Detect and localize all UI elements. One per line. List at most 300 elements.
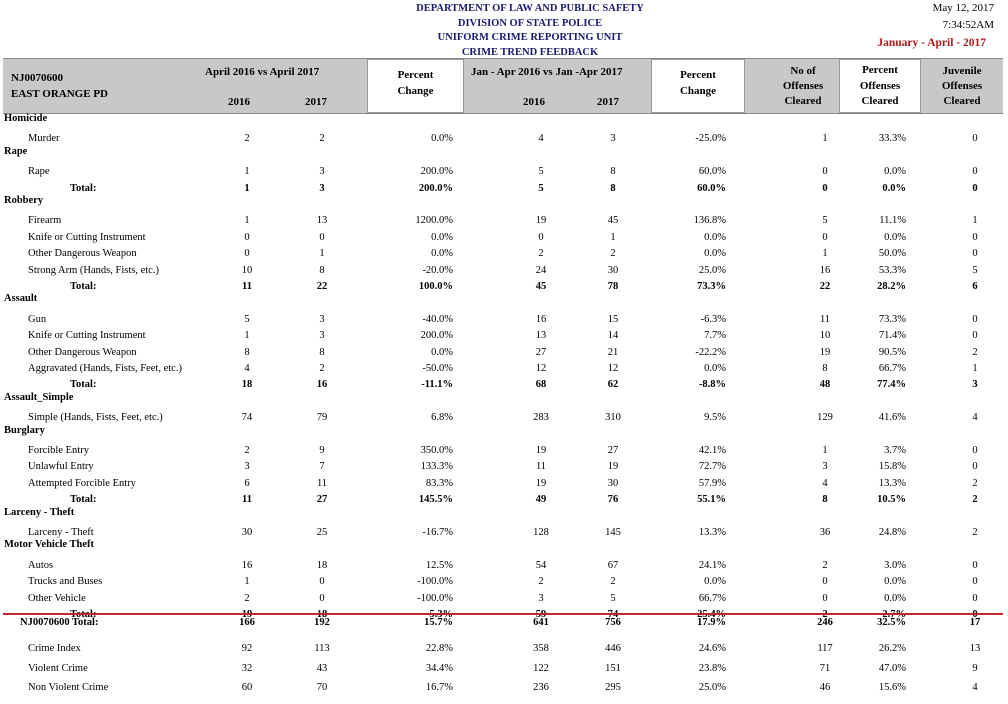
pct-change-a-l1: Percent (397, 69, 434, 81)
category-row (0, 507, 1008, 523)
ytd-2017-cell: 76 (607, 494, 619, 506)
table-row (0, 593, 1008, 609)
juvenile-l2: Offenses (941, 80, 983, 92)
april-pct-change-cell: 200.0% (420, 330, 453, 342)
ytd-2017-cell: 8 (610, 182, 616, 194)
pct-cleared-cell: 13.3% (878, 477, 906, 489)
april-2017-cell: 8 (319, 346, 325, 358)
pct-cleared-cell: 0.0% (884, 166, 906, 178)
april-2017-cell: 27 (316, 494, 328, 506)
juvenile-cleared-cell: 5 (972, 264, 978, 276)
table-row (0, 265, 1008, 281)
pct-change-b-l1: Percent (680, 69, 716, 81)
april-pct-change-cell: -11.1% (421, 379, 453, 391)
offenses-cleared-cell: 5 (822, 215, 828, 227)
juvenile-cleared-cell: 0 (972, 182, 978, 194)
april-pct-change-cell: 34.4% (425, 662, 453, 674)
april-pct-change-cell: -16.7% (422, 527, 453, 538)
cleared-header (773, 64, 833, 109)
category-label: Larceny - Theft (4, 506, 75, 518)
april-2016-cell: 0 (244, 231, 250, 243)
ytd-2017-cell: 145 (605, 527, 621, 538)
ytd-pct-change-cell: 13.3% (698, 527, 726, 538)
ytd-pct-change-cell: 73.3% (697, 281, 726, 292)
offenses-cleared-cell: 1 (822, 445, 828, 456)
juvenile-cleared-cell: 6 (972, 281, 978, 292)
row-label: Murder (28, 133, 60, 145)
pct-cleared-cell: 11.1% (879, 215, 906, 227)
ytd-2016-cell: 12 (535, 363, 547, 374)
april-2017-cell: 3 (319, 330, 325, 342)
april-2016-cell: 0 (244, 248, 250, 260)
category-row (0, 113, 1008, 129)
ytd-2017-cell: 67 (607, 559, 619, 571)
ytd-pct-change-cell: 0.0% (704, 576, 726, 588)
ytd-2017-cell: 27 (607, 445, 619, 456)
april-2017-cell: 11 (316, 477, 328, 489)
april-pct-change-cell: 16.7% (425, 682, 453, 693)
april-pct-change-cell: 350.0% (420, 445, 453, 456)
ytd-2016-cell: 19 (535, 477, 547, 489)
row-label: Total: (70, 281, 97, 292)
ytd-2016-cell: 2 (538, 248, 544, 260)
pct-cleared-cell: 15.8% (878, 461, 906, 473)
offenses-cleared-cell: 22 (819, 281, 831, 292)
ytd-pct-change-cell: 17.9% (697, 617, 726, 628)
row-label: Knife or Cutting Instrument (28, 231, 146, 243)
offenses-cleared-cell: 11 (819, 313, 831, 325)
row-label: Larceny - Theft (28, 527, 94, 538)
category-label: Homicide (4, 113, 48, 124)
april-2016-cell: 92 (241, 643, 253, 654)
pct-cleared-cell: 90.5% (878, 346, 906, 358)
pct-cleared-l2: Offenses (859, 79, 901, 92)
juvenile-cleared-cell: 2 (972, 346, 978, 358)
ytd-2017-cell: 15 (607, 313, 619, 325)
category-label: Assault_Simple (4, 391, 74, 403)
category-row (0, 293, 1008, 309)
pct-cleared-cell: 32.5% (877, 617, 906, 628)
april-2017-cell: 13 (316, 215, 328, 227)
ytd-pct-change-cell: 60.0% (697, 182, 726, 194)
april-2017-cell: 0 (319, 231, 325, 243)
category-label: Rape (4, 145, 28, 157)
ytd-2017-cell: 1 (610, 231, 616, 243)
ytd-pct-change-cell: 0.0% (704, 231, 726, 243)
ytd-pct-change-cell: 24.1% (698, 559, 726, 571)
juvenile-cleared-cell: 0 (972, 576, 978, 588)
pct-cleared-cell: 28.2% (877, 281, 906, 292)
row-label: Total: (70, 494, 97, 506)
ytd-pct-change-cell: 0.0% (704, 248, 726, 260)
pct-cleared-cell: 66.7% (878, 363, 906, 374)
offenses-cleared-cell: 117 (817, 643, 833, 654)
april-pct-change-cell: 1200.0% (415, 215, 453, 227)
category-row (0, 425, 1008, 441)
april-pct-change-cell: -50.0% (422, 363, 453, 374)
ytd-2016-cell: 4 (538, 133, 544, 145)
april-pct-change-cell: -40.0% (422, 313, 453, 325)
april-2016-cell: 5 (244, 313, 250, 325)
pct-cleared-cell: 24.8% (878, 527, 906, 538)
pct-cleared-l3: Cleared (861, 95, 899, 107)
ytd-2017-cell: 446 (605, 643, 621, 654)
april-2017-cell: 3 (319, 182, 325, 194)
table-row (0, 363, 1008, 379)
pct-cleared-header (839, 59, 921, 113)
april-2016-cell: 1 (244, 182, 250, 194)
row-label: Other Dangerous Weapon (28, 248, 137, 260)
ytd-2016-cell: 5 (538, 182, 544, 194)
agency-id: NJ0070600 (11, 72, 63, 84)
offenses-cleared-cell: 71 (819, 662, 831, 674)
ytd-2017-cell: 151 (605, 662, 621, 674)
april-2017-cell: 16 (316, 379, 328, 391)
juvenile-cleared-cell: 0 (972, 559, 978, 571)
april-pct-change-cell: 0.0% (431, 231, 453, 243)
pct-cleared-cell: 10.5% (877, 494, 906, 506)
offenses-cleared-cell: 0 (822, 231, 828, 243)
cleared-l3: Cleared (784, 95, 822, 107)
april-pct-change-cell: -100.0% (417, 592, 453, 604)
april-2017-cell: 9 (319, 445, 325, 456)
juvenile-cleared-cell: 4 (972, 412, 978, 424)
april-2016-cell: 18 (241, 379, 253, 391)
row-label: Trucks and Buses (28, 576, 103, 588)
pct-cleared-cell: 47.0% (878, 662, 906, 674)
pct-cleared-l1: Percent (862, 64, 898, 76)
ytd-2017-cell: 12 (607, 363, 619, 374)
april-2017-cell: 8 (319, 264, 325, 276)
april-2017-cell: 3 (319, 166, 325, 178)
ytd-pct-change-cell: -8.8% (698, 379, 726, 391)
title-line-4: CRIME TREND FEEDBACK (461, 46, 599, 58)
row-label: Unlawful Entry (28, 461, 94, 473)
april-2017-cell: 22 (316, 281, 328, 292)
pct-cleared-cell: 0.0% (884, 576, 906, 588)
april-pct-change-cell: 145.5% (418, 494, 453, 506)
april-2017-cell: 1 (319, 248, 325, 260)
offenses-cleared-cell: 1 (822, 133, 828, 145)
ytd-2016-cell: 24 (535, 264, 547, 276)
report-time: 7:34:52AM (942, 19, 994, 31)
offenses-cleared-cell: 129 (817, 412, 833, 424)
pct-change-b-header (651, 59, 745, 113)
ytd-pct-change-cell: 55.1% (697, 494, 726, 506)
april-pct-change-cell: 22.8% (425, 643, 453, 654)
april-pct-change-cell: 12.5% (425, 559, 453, 571)
april-2016-cell: 60 (241, 682, 253, 693)
pct-cleared-cell: 33.3% (878, 133, 906, 145)
table-row (0, 560, 1008, 576)
row-label: Knife or Cutting Instrument (28, 330, 146, 342)
april-pct-change-cell: 15.7% (424, 617, 453, 628)
offenses-cleared-cell: 246 (817, 617, 833, 628)
april-2016-cell: 16 (241, 559, 253, 571)
april-2016-cell: 1 (244, 215, 250, 227)
category-row (0, 195, 1008, 211)
pct-cleared-cell: 41.6% (878, 412, 906, 424)
april-2016-cell: 2 (244, 592, 250, 604)
april-pct-change-cell: 133.3% (420, 461, 453, 473)
offenses-cleared-cell: 0 (822, 166, 828, 178)
april-2016-cell: 11 (242, 494, 252, 506)
table-row (0, 617, 1008, 633)
report-range: January - April - 2017 (877, 37, 986, 49)
april-pct-change-cell: 6.8% (431, 412, 453, 424)
ytd-2016-cell: 128 (533, 527, 549, 538)
april-2017-cell: 2 (319, 363, 325, 374)
table-row (0, 347, 1008, 363)
april-pct-change-cell: 83.3% (425, 477, 453, 489)
offenses-cleared-cell: 0 (822, 592, 828, 604)
pct-cleared-cell: 53.3% (878, 264, 906, 276)
row-label: Total: (70, 379, 97, 391)
row-label: Firearm (28, 215, 62, 227)
ytd-2016-cell: 54 (535, 559, 547, 571)
april-pct-change-cell: -100.0% (417, 576, 453, 588)
pct-change-b-l2: Change (679, 84, 717, 97)
table-row (0, 663, 1008, 679)
cleared-l1: No of (790, 65, 816, 77)
title-line-1: DEPARTMENT OF LAW AND PUBLIC SAFETY (416, 3, 644, 14)
report-datetime (933, 0, 994, 34)
juvenile-cleared-cell: 0 (972, 166, 978, 178)
april-pct-change-cell: 200.0% (418, 182, 453, 194)
category-row (0, 539, 1008, 555)
ytd-pct-change-cell: 136.8% (693, 215, 726, 227)
ytd-2016-cell: 358 (533, 643, 549, 654)
category-label: Assault (4, 293, 38, 305)
juvenile-header (927, 64, 997, 109)
period-b-year2: 2017 (597, 96, 619, 108)
category-row (0, 392, 1008, 408)
table-row (0, 478, 1008, 494)
ytd-pct-change-cell: -25.0% (695, 133, 726, 145)
table-row (0, 314, 1008, 330)
juvenile-cleared-cell: 0 (972, 461, 978, 473)
ytd-2016-cell: 45 (535, 281, 547, 292)
ytd-2017-cell: 30 (607, 264, 619, 276)
table-row (0, 166, 1008, 182)
april-2017-cell: 18 (316, 559, 328, 571)
ytd-pct-change-cell: 9.5% (704, 412, 726, 424)
pct-cleared-cell: 0.0% (884, 231, 906, 243)
row-label: NJ0070600 Total: (20, 617, 99, 628)
ytd-2017-cell: 45 (607, 215, 619, 227)
ytd-2016-cell: 68 (535, 379, 547, 391)
ytd-2016-cell: 27 (535, 346, 547, 358)
row-label: Gun (28, 313, 47, 325)
ytd-2017-cell: 756 (605, 617, 621, 628)
table-row (0, 248, 1008, 264)
ytd-2017-cell: 78 (607, 281, 619, 292)
ytd-pct-change-cell: 0.0% (704, 363, 726, 374)
report-date: May 12, 2017 (932, 2, 994, 14)
row-label: Attempted Forcible Entry (28, 477, 136, 489)
row-label: Other Dangerous Weapon (28, 346, 137, 358)
april-2016-cell: 2 (244, 445, 250, 456)
april-pct-change-cell: -20.0% (422, 264, 453, 276)
april-2017-cell: 43 (316, 662, 328, 674)
pct-cleared-cell: 73.3% (878, 313, 906, 325)
april-2017-cell: 0 (319, 592, 325, 604)
table-row (0, 232, 1008, 248)
table-row (0, 461, 1008, 477)
title-line-3: UNIFORM CRIME REPORTING UNIT (437, 32, 623, 43)
table-row (0, 445, 1008, 461)
april-2016-cell: 32 (241, 662, 253, 674)
juvenile-cleared-cell: 17 (969, 617, 981, 628)
april-2016-cell: 8 (244, 346, 250, 358)
period-a-label: April 2016 vs April 2017 (205, 66, 320, 78)
ytd-pct-change-cell: 25.0% (698, 682, 726, 693)
juvenile-cleared-cell: 2 (972, 527, 978, 538)
pct-cleared-cell: 71.4% (878, 330, 906, 342)
period-b-label: Jan - Apr 2016 vs Jan -Apr 2017 (471, 66, 623, 78)
total-divider (3, 613, 1003, 615)
april-2016-cell: 4 (244, 363, 250, 374)
category-label: Motor Vehicle Theft (4, 539, 95, 551)
offenses-cleared-cell: 8 (822, 363, 828, 374)
row-label: Total: (70, 182, 97, 194)
ytd-2017-cell: 3 (610, 133, 616, 145)
category-label: Robbery (4, 195, 44, 206)
row-label: Rape (28, 166, 50, 178)
april-2017-cell: 70 (316, 682, 328, 693)
ytd-pct-change-cell: 23.8% (698, 662, 726, 674)
offenses-cleared-cell: 8 (822, 494, 828, 506)
april-2016-cell: 1 (244, 166, 250, 178)
juvenile-cleared-cell: 1 (972, 215, 978, 227)
period-a-year1: 2016 (228, 96, 250, 108)
offenses-cleared-cell: 2 (822, 559, 828, 571)
juvenile-cleared-cell: 2 (972, 477, 978, 489)
offenses-cleared-cell: 46 (819, 682, 831, 693)
april-2017-cell: 79 (316, 412, 328, 424)
april-2017-cell: 192 (314, 617, 330, 628)
ytd-2016-cell: 19 (535, 445, 547, 456)
ytd-2017-cell: 2 (610, 248, 616, 260)
ytd-2016-cell: 3 (538, 592, 544, 604)
juvenile-cleared-cell: 0 (972, 248, 978, 260)
row-label: Autos (28, 559, 54, 571)
april-2017-cell: 113 (314, 643, 330, 654)
title-line-2: DIVISION OF STATE POLICE (457, 17, 603, 29)
juvenile-cleared-cell: 4 (972, 682, 978, 693)
pct-cleared-cell: 0.0% (882, 182, 906, 194)
juvenile-l1: Juvenile (942, 65, 982, 77)
ytd-2016-cell: 0 (538, 231, 544, 243)
ytd-2016-cell: 641 (533, 617, 549, 628)
offenses-cleared-cell: 0 (822, 182, 828, 194)
april-2017-cell: 7 (319, 461, 325, 473)
row-label: Forcible Entry (28, 445, 89, 456)
table-row (0, 330, 1008, 346)
ytd-pct-change-cell: -6.3% (700, 313, 726, 325)
ytd-2017-cell: 21 (607, 346, 619, 358)
row-label: Aggravated (Hands, Fists, Feet, etc.) (28, 363, 182, 374)
april-2016-cell: 10 (241, 264, 253, 276)
ytd-2017-cell: 62 (607, 379, 619, 391)
category-row (0, 146, 1008, 162)
april-pct-change-cell: 200.0% (420, 166, 453, 178)
offenses-cleared-cell: 36 (819, 527, 831, 538)
ytd-2016-cell: 13 (535, 330, 547, 342)
table-row (0, 215, 1008, 231)
april-pct-change-cell: 100.0% (418, 281, 453, 292)
april-pct-change-cell: 0.0% (431, 133, 453, 145)
ytd-pct-change-cell: 60.0% (698, 166, 726, 178)
offenses-cleared-cell: 3 (822, 461, 828, 473)
pct-cleared-cell: 15.6% (878, 682, 906, 693)
ytd-2017-cell: 8 (610, 166, 616, 178)
april-2016-cell: 6 (244, 477, 250, 489)
ytd-pct-change-cell: 66.7% (698, 592, 726, 604)
agency-name: EAST ORANGE PD (11, 88, 108, 100)
table-row (0, 643, 1008, 659)
juvenile-cleared-cell: 0 (972, 445, 978, 456)
offenses-cleared-cell: 1 (822, 248, 828, 260)
ytd-2016-cell: 19 (535, 215, 547, 227)
april-pct-change-cell: 0.0% (431, 346, 453, 358)
april-2016-cell: 74 (241, 412, 253, 424)
offenses-cleared-cell: 16 (819, 264, 831, 276)
row-label: Crime Index (28, 643, 81, 654)
pct-cleared-cell: 77.4% (877, 379, 906, 391)
ytd-2017-cell: 30 (607, 477, 619, 489)
april-2016-cell: 1 (244, 330, 250, 342)
row-label: Non Violent Crime (28, 682, 109, 693)
juvenile-cleared-cell: 2 (972, 494, 978, 506)
juvenile-l3: Cleared (943, 95, 981, 107)
ytd-2017-cell: 295 (605, 682, 621, 693)
april-2017-cell: 0 (319, 576, 325, 588)
ytd-pct-change-cell: 24.6% (698, 643, 726, 654)
period-a-year2: 2017 (305, 96, 327, 108)
ytd-2017-cell: 2 (610, 576, 616, 588)
juvenile-cleared-cell: 3 (972, 379, 978, 391)
ytd-2016-cell: 236 (533, 682, 549, 693)
table-row (0, 576, 1008, 592)
juvenile-cleared-cell: 13 (969, 643, 981, 654)
ytd-2017-cell: 5 (610, 592, 616, 604)
pct-cleared-cell: 3.0% (884, 559, 906, 571)
ytd-2016-cell: 49 (535, 494, 547, 506)
row-label: Violent Crime (28, 662, 88, 674)
period-b-year1: 2016 (523, 96, 545, 108)
juvenile-cleared-cell: 9 (972, 662, 978, 674)
ytd-2017-cell: 19 (607, 461, 619, 473)
april-2017-cell: 2 (319, 133, 325, 145)
offenses-cleared-cell: 4 (822, 477, 828, 489)
pct-change-a-header (367, 59, 464, 113)
offenses-cleared-cell: 10 (819, 330, 831, 342)
april-2016-cell: 2 (244, 133, 250, 145)
ytd-2017-cell: 310 (605, 412, 621, 424)
juvenile-cleared-cell: 0 (972, 592, 978, 604)
table-row (0, 682, 1008, 698)
ytd-pct-change-cell: 42.1% (698, 445, 726, 456)
ytd-2016-cell: 2 (538, 576, 544, 588)
april-2017-cell: 25 (316, 527, 328, 538)
row-label: Strong Arm (Hands, Fists, etc.) (28, 264, 159, 276)
juvenile-cleared-cell: 0 (972, 231, 978, 243)
ytd-2016-cell: 11 (535, 461, 547, 473)
juvenile-cleared-cell: 0 (972, 133, 978, 145)
pct-cleared-cell: 0.0% (884, 592, 906, 604)
juvenile-cleared-cell: 0 (972, 313, 978, 325)
